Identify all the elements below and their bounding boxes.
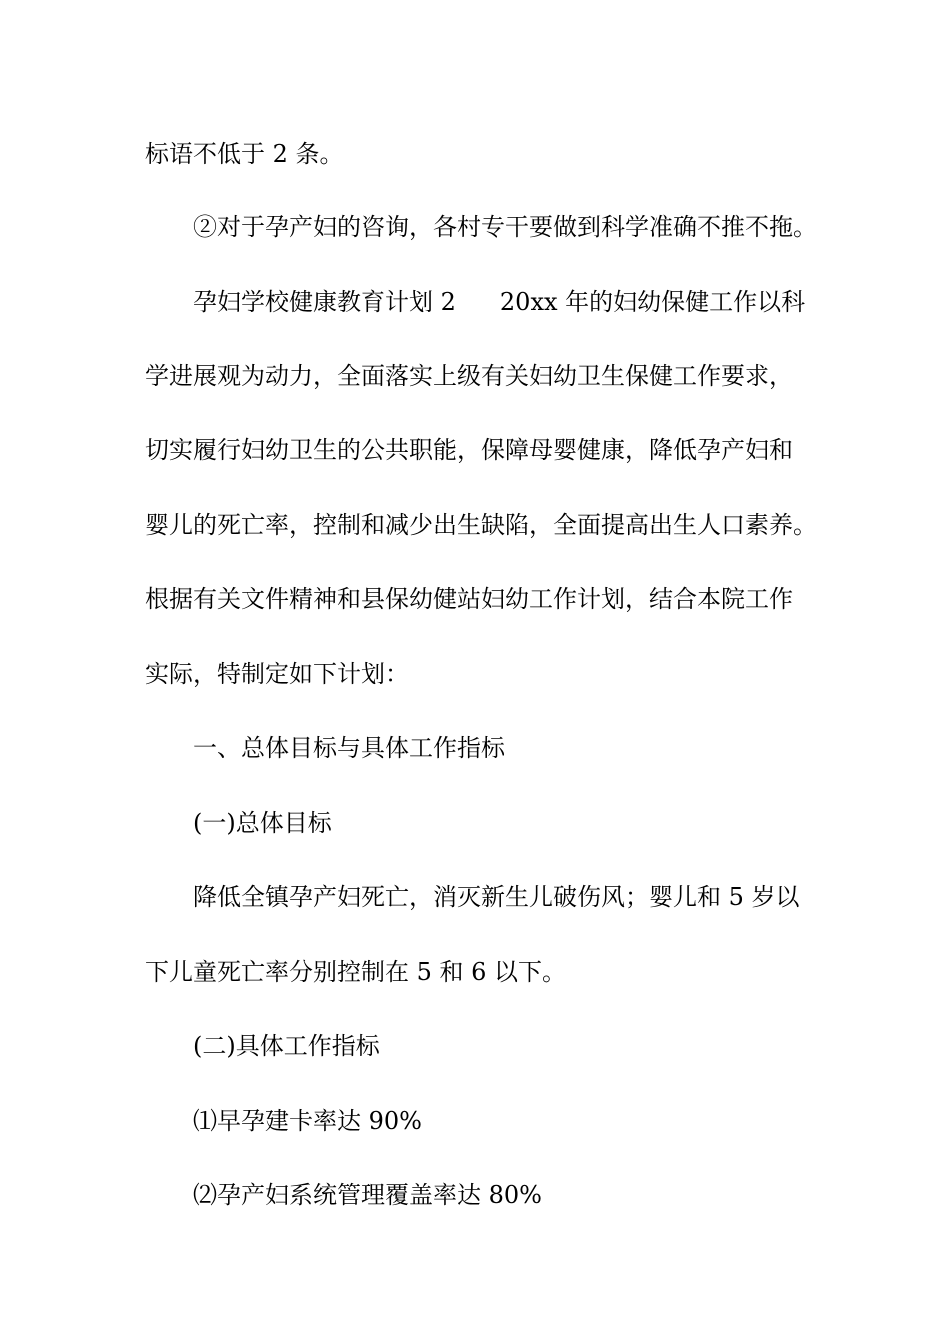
paragraph-line	[193, 287, 805, 317]
paragraph-line: 切实履行妇幼卫生的公共职能，保障母婴健康，降低孕产妇和	[145, 436, 793, 464]
paragraph-line: 学进展观为动力，全面落实上级有关妇幼卫生保健工作要求，	[145, 362, 793, 390]
paragraph-line: 标语不低于 2 条。	[145, 140, 344, 168]
plan-title: 孕妇学校健康教育计划 2	[193, 288, 456, 316]
paragraph-line: ②对于孕产妇的咨询，各村专干要做到科学准确不推不拖。	[193, 213, 817, 241]
paragraph-line: 降低全镇孕产妇死亡，消灭新生儿破伤风；婴儿和 5 岁以	[193, 883, 800, 911]
paragraph-line: 婴儿的死亡率，控制和减少出生缺陷，全面提高出生人口素养。	[145, 511, 817, 539]
paragraph-text: 20xx 年的妇幼保健工作以科	[499, 288, 806, 316]
section-heading: 一、总体目标与具体工作指标	[193, 734, 505, 762]
list-item: ⑴早孕建卡率达 90%	[193, 1107, 422, 1135]
paragraph-line: 实际，特制定如下计划：	[145, 660, 409, 688]
subsection-heading: (二)具体工作指标	[193, 1032, 380, 1060]
paragraph-line: 下儿童死亡率分别控制在 5 和 6 以下。	[145, 958, 567, 986]
list-item: ⑵孕产妇系统管理覆盖率达 80%	[193, 1181, 542, 1209]
subsection-heading: (一)总体目标	[193, 809, 332, 837]
paragraph-line: 根据有关文件精神和县保幼健站妇幼工作计划，结合本院工作	[145, 585, 793, 613]
